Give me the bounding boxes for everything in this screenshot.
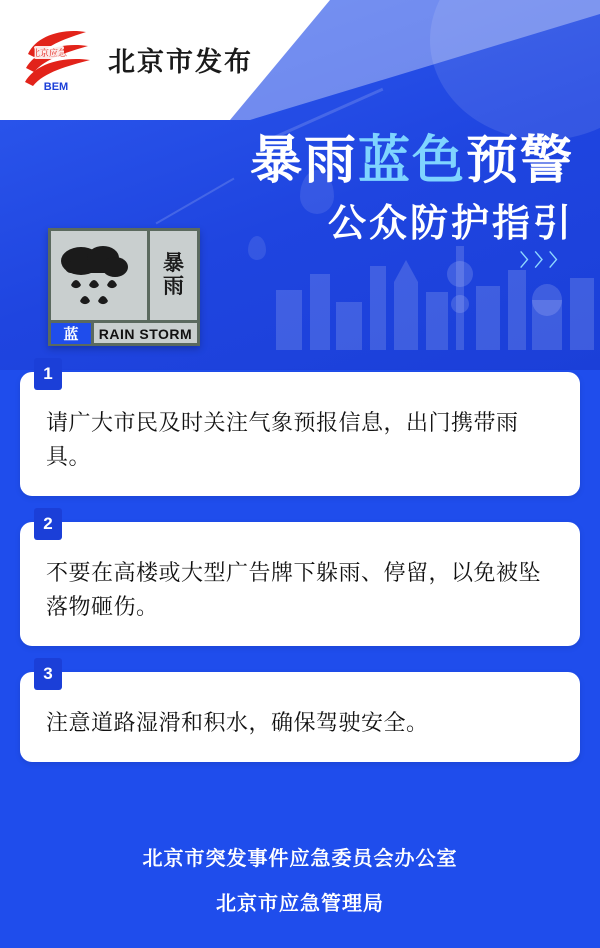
tip-text: 不要在高楼或大型广告牌下躲雨、停留，以免被坠落物砸伤。 — [46, 560, 542, 620]
title-part-2: 预警 — [465, 132, 574, 190]
tip-text: 注意道路湿滑和积水，确保驾驶安全。 — [46, 710, 429, 736]
sign-level-badge: 蓝 — [51, 323, 94, 344]
sign-char-line-2: 雨 — [163, 274, 184, 298]
sign-top — [51, 231, 197, 323]
footer — [0, 842, 600, 916]
tip-text: 请广大市民及时关注气象预报信息，出门携带雨具。 — [46, 410, 519, 470]
tips-list — [0, 364, 600, 788]
page-title — [250, 118, 574, 193]
tip-number-badge: 3 — [34, 658, 62, 690]
svg-text:BEM: BEM — [43, 81, 69, 93]
beijing-emergency-logo-icon — [22, 24, 96, 94]
sign-characters — [150, 231, 197, 320]
sign-char-line-1: 暴 — [163, 252, 184, 276]
list-item — [20, 364, 580, 496]
tip-number-badge: 2 — [34, 508, 62, 540]
sign-bottom — [51, 323, 197, 344]
title-part-1: 暴雨 — [249, 132, 358, 190]
page-subtitle: 公众防护指引 — [327, 203, 574, 245]
rain-cloud-icon — [51, 231, 150, 320]
chevron-right-icon: 〉〉〉 — [520, 251, 572, 270]
brand-title: 北京市发布 — [108, 46, 253, 77]
svg-text:北京应急: 北京应急 — [30, 48, 68, 58]
footer-line-1: 北京市突发事件应急委员会办公室 — [142, 848, 458, 870]
list-item — [20, 514, 580, 646]
title-accent: 蓝色 — [357, 132, 466, 190]
footer-line-2: 北京市应急管理局 — [216, 893, 384, 915]
brand — [22, 24, 253, 94]
tip-number-badge: 1 — [34, 358, 62, 390]
sign-english-label: RAIN STORM — [98, 325, 193, 342]
rainstorm-warning-sign — [48, 228, 200, 346]
list-item — [20, 664, 580, 762]
decorative-raindrop-2 — [248, 236, 266, 260]
